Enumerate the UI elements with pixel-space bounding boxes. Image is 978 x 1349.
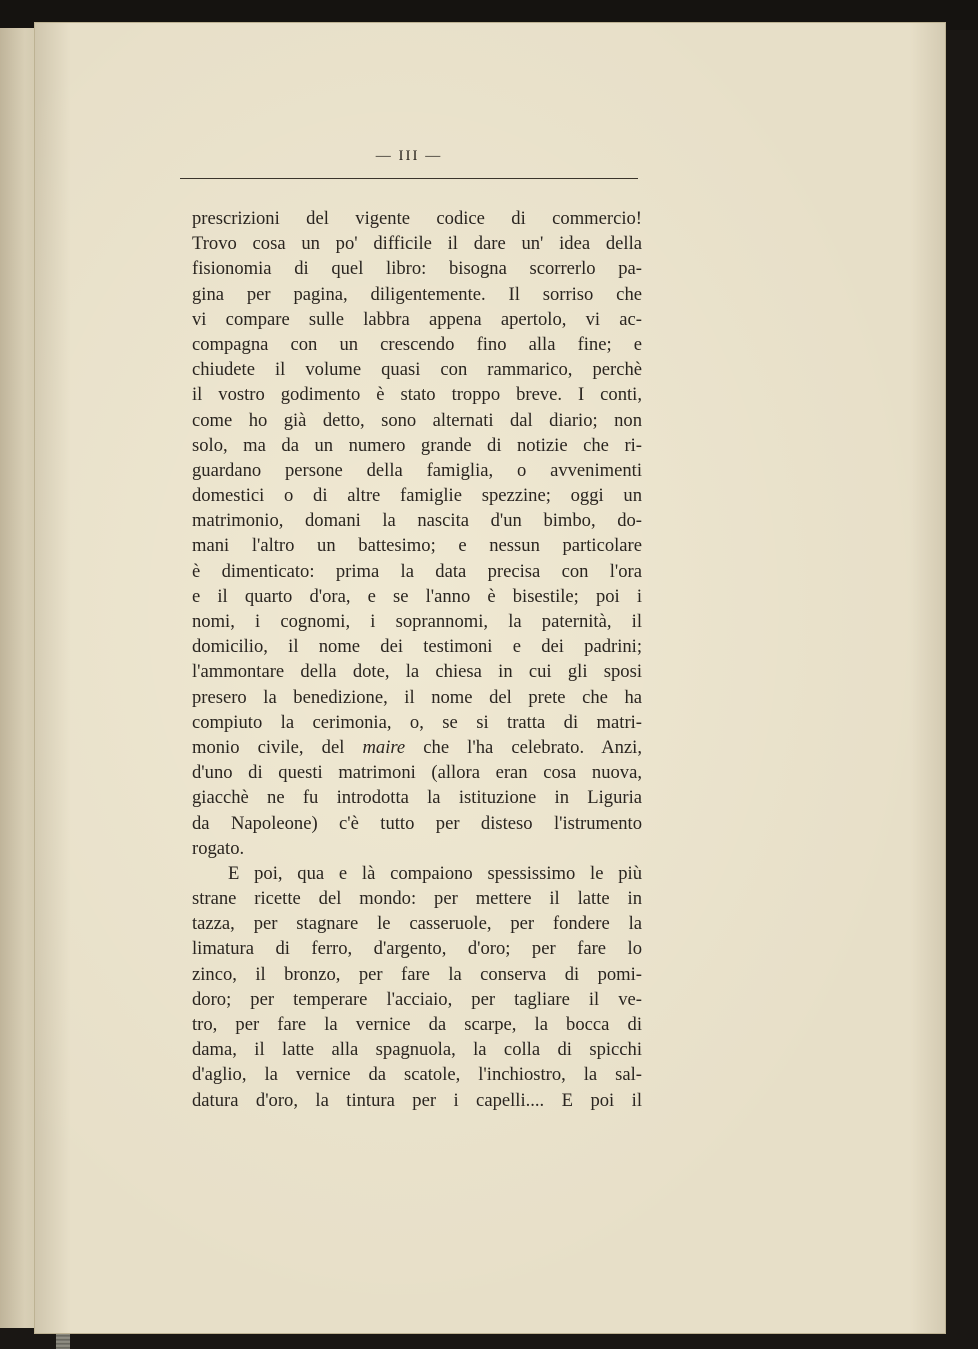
- text-line: compagna con un crescendo fino alla fine; e: [192, 333, 642, 355]
- text-line: dama, il latte alla spagnuola, la colla di spicchi: [192, 1039, 642, 1061]
- text-line: nomi, i cognomi, i soprannomi, la paternità, il: [192, 611, 642, 632]
- body-text: [192, 206, 642, 1113]
- text-line: strane ricette del mondo: per mettere il latte in: [192, 888, 642, 910]
- text-line: datura d'oro, la tintura per i capelli.... E poi il: [192, 1089, 642, 1111]
- text-line: fisionomia di quel libro: bisogna scorrerlo pa-: [192, 258, 642, 280]
- text-line: matrimonio, domani la nascita d'un bimbo, do-: [192, 510, 642, 532]
- text-line: presero la benedizione, il nome del prete che ha: [192, 686, 642, 708]
- text-line: vi compare sulle labbra appena apertolo, vi ac-: [192, 308, 642, 330]
- text-line: giacchè ne fu introdotta la istituzione in Liguria: [192, 787, 642, 809]
- text-fragment: monio civile, del: [192, 736, 363, 758]
- text-line: domestici o di altre famiglie spezzine; oggi un: [192, 485, 642, 507]
- text-line: d'aglio, la vernice da scatole, l'inchiostro, la sal-: [192, 1064, 642, 1086]
- text-line: zinco, il bronzo, per fare la conserva di pomi-: [192, 963, 642, 985]
- text-line-maire: [192, 735, 642, 760]
- text-line: domicilio, il nome dei testimoni e dei padrini;: [192, 636, 642, 658]
- text-line: solo, ma da un numero grande di notizie che ri-: [192, 434, 642, 456]
- text-line: tazza, per stagnare le casseruole, per fondere la: [192, 913, 642, 935]
- text-line: l'ammontare della dote, la chiesa in cui gli sposi: [192, 661, 642, 683]
- text-line: come ho già detto, sono alternati dal diario; non: [192, 409, 642, 431]
- text-line: da Napoleone) c'è tutto per disteso l'istrumento: [192, 812, 642, 834]
- text-line: compiuto la cerimonia, o, se si tratta di matri-: [192, 711, 642, 733]
- text-line: Trovo cosa un po' difficile il dare un' idea della: [192, 233, 642, 255]
- text-line: mani l'altro un battesimo; e nessun particolare: [192, 535, 642, 557]
- paragraph-start-line: E poi, qua e là compaiono spessissimo le più: [228, 862, 642, 884]
- text-line: il vostro godimento è stato troppo breve. I conti,: [192, 384, 642, 406]
- italic-word-maire: maire: [362, 736, 406, 758]
- page-number-header: — III —: [375, 148, 443, 164]
- text-line: d'uno di questi matrimoni (allora eran cosa nuova,: [192, 762, 642, 784]
- header-rule: [180, 178, 638, 179]
- text-line: è dimenticato: prima la data precisa con l'ora: [192, 560, 642, 582]
- text-line: rogato.: [192, 837, 245, 859]
- text-line: limatura di ferro, d'argento, d'oro; per fare lo: [192, 938, 642, 960]
- text-line: guardano persone della famiglia, o avvenimenti: [192, 459, 642, 481]
- text-line: e il quarto d'ora, e se l'anno è bisestile; poi i: [192, 585, 642, 607]
- text-line: tro, per fare la vernice da scarpe, la bocca di: [192, 1014, 642, 1035]
- text-line: chiudete il volume quasi con rammarico, perchè: [192, 359, 642, 381]
- text-fragment: che l'ha celebrato. Anzi,: [405, 736, 642, 758]
- text-line: gina per pagina, diligentemente. Il sorriso che: [192, 283, 642, 305]
- text-line: doro; per temperare l'acciaio, per tagliare il ve-: [192, 988, 642, 1010]
- text-line: prescrizioni del vigente codice di commercio!: [192, 208, 642, 229]
